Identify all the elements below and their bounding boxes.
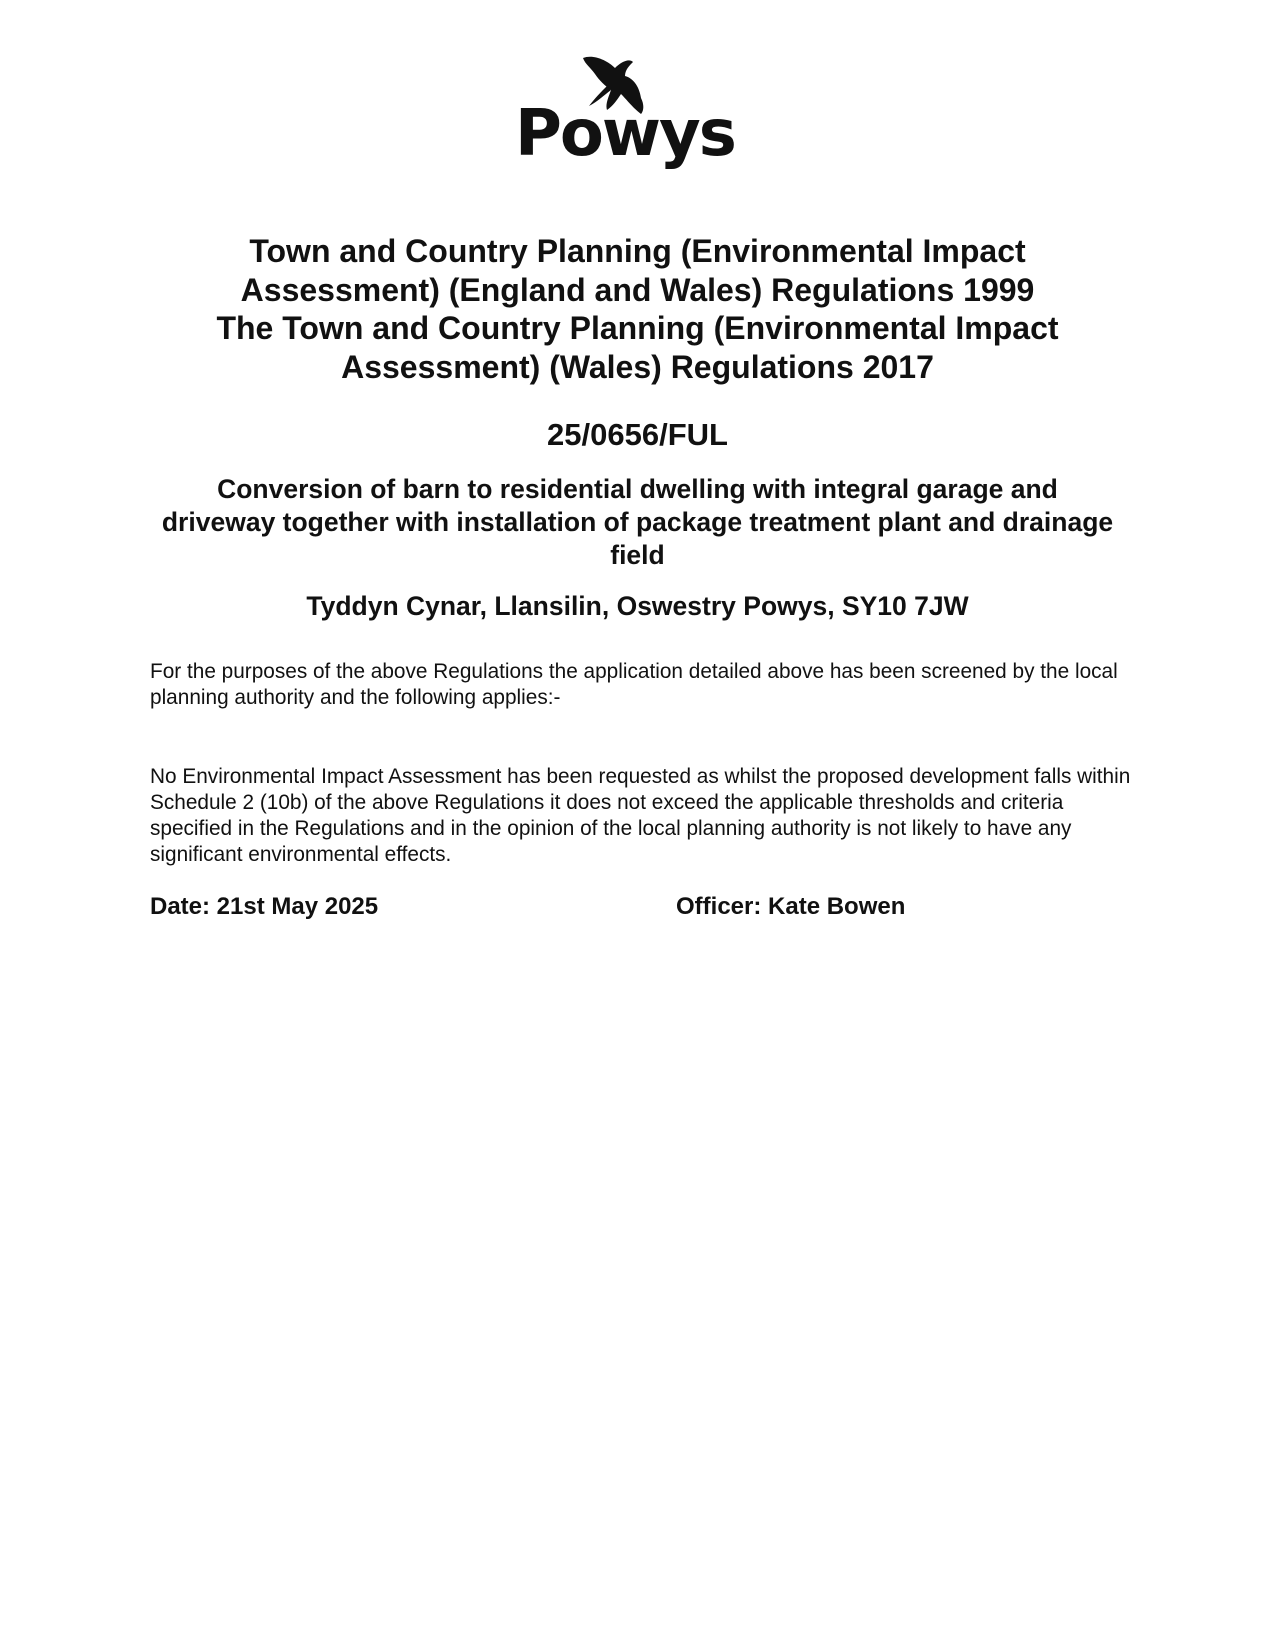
site-address: Tyddyn Cynar, Llansilin, Oswestry Powys, SY10 7JW (306, 591, 969, 621)
screening-decision: No Environmental Impact Assessment has been requested as whilst the proposed development falls within Schedule 2 (10b) of the above Regulations it does not exceed the applicable thresholds and criteria specified in the Regulations and in the opinion of the local planning authority is not likely to have any significant environmental effects. (150, 765, 1131, 866)
powys-logo (515, 50, 735, 180)
regulations-heading (140, 232, 1135, 386)
regulations-line: The Town and Country Planning (Environmental Impact (216, 310, 1059, 346)
case-officer: Officer: Kate Bowen (676, 893, 906, 920)
application-description: Conversion of barn to residential dwelling with integral garage and driveway together with installation of package treatment plant and drainage field (161, 474, 1114, 570)
regulations-line: Assessment) (Wales) Regulations 2017 (341, 348, 934, 385)
regulations-line: Town and Country Planning (Environmental Impact (249, 233, 1026, 269)
screening-statement: For the purposes of the above Regulations the application detailed above has been screened by the local planning authority and the following applies:- (150, 660, 1118, 709)
logo-wordmark: Powys (515, 97, 735, 171)
decision-date: Date: 21st May 2025 (150, 893, 379, 920)
application-reference: 25/0656/FUL (547, 417, 728, 452)
regulations-line: Assessment) (England and Wales) Regulations 1999 (240, 271, 1035, 308)
